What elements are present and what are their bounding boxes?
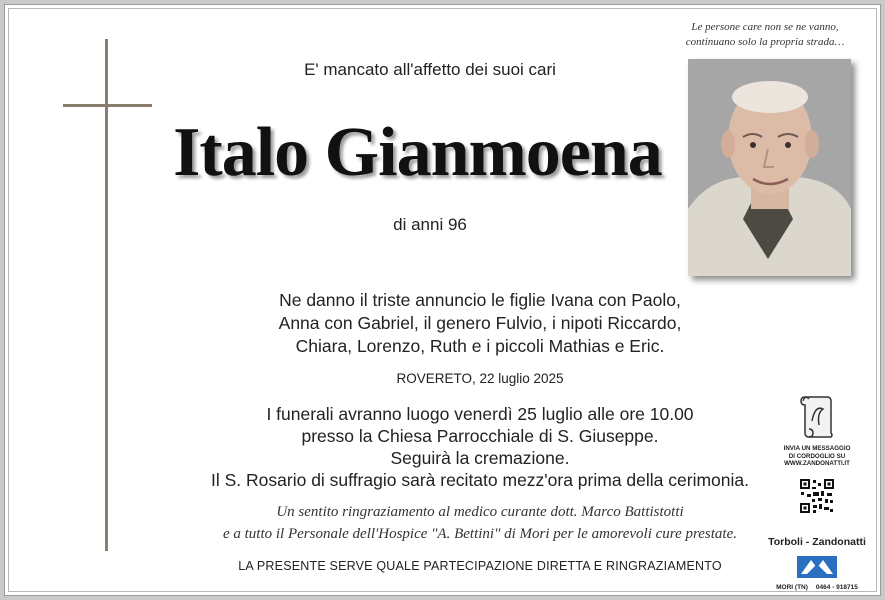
brand-logo-icon	[797, 556, 837, 578]
contact-location: MORI (TN)	[776, 583, 808, 591]
thanks-line: Un sentito ringraziamento al medico curante dott. Marco Battistotti	[276, 504, 684, 520]
condolence-sidebar	[768, 391, 866, 591]
deceased-age: di anni 96	[393, 215, 467, 234]
footer-note: LA PRESENTE SERVE QUALE PARTECIPAZIONE DIRETTA E RINGRAZIAMENTO	[238, 559, 722, 573]
condolence-link[interactable]: WWW.ZANDONATTI.IT	[784, 460, 850, 467]
obituary-card	[4, 4, 881, 596]
deceased-name: Italo Gianmoena	[173, 114, 662, 191]
portrait-illustration	[688, 59, 851, 276]
funeral-details	[175, 403, 785, 491]
condolence-message[interactable]	[768, 445, 866, 468]
quote-line: continuano solo la propria strada…	[685, 36, 845, 48]
announcement-line: Chiara, Lorenzo, Ruth e i piccoli Mathias e Eric.	[295, 336, 665, 356]
cross-icon-horizontal	[63, 104, 152, 107]
portrait-photo	[688, 59, 851, 276]
thanks-line: e a tutto il Personale dell'Hospice "A. Bettini" di Mori per le amorevoli cure prestate.	[222, 526, 738, 542]
funeral-line: presso la Chiesa Parrocchiale di S. Giuseppe.	[301, 426, 659, 446]
brand-name: Torboli - Zandonatti	[768, 535, 866, 548]
epigraph-quote	[665, 20, 865, 50]
quote-line: Le persone care non se ne vanno,	[691, 21, 839, 33]
intro-text: E' mancato all'affetto dei suoi cari	[304, 60, 556, 79]
funeral-line: Il S. Rosario di suffragio sarà recitato mezz'ora prima della cerimonia.	[211, 470, 749, 490]
funeral-line: I funerali avranno luogo venerdì 25 luglio alle ore 10.00	[266, 404, 694, 424]
funeral-line: Seguirà la cremazione.	[390, 448, 570, 468]
place-date: ROVERETO, 22 luglio 2025	[396, 371, 564, 386]
announcement-line: Anna con Gabriel, il genero Fulvio, i nipoti Riccardo,	[278, 313, 682, 333]
thanks-block	[175, 501, 785, 545]
contact-phone: 0464 - 918715	[815, 583, 858, 591]
scroll-message-icon[interactable]	[797, 391, 837, 441]
contact-info	[768, 584, 866, 591]
announcement-line: Ne danno il triste annuncio le figlie Ivana con Paolo,	[279, 290, 681, 310]
qr-code-icon[interactable]	[799, 478, 835, 514]
cross-icon-vertical	[105, 39, 108, 551]
announcement-block	[205, 289, 755, 358]
condolence-line: INVIA UN MESSAGGIO	[783, 445, 851, 452]
condolence-line: DI CORDOGLIO SU	[788, 452, 846, 460]
